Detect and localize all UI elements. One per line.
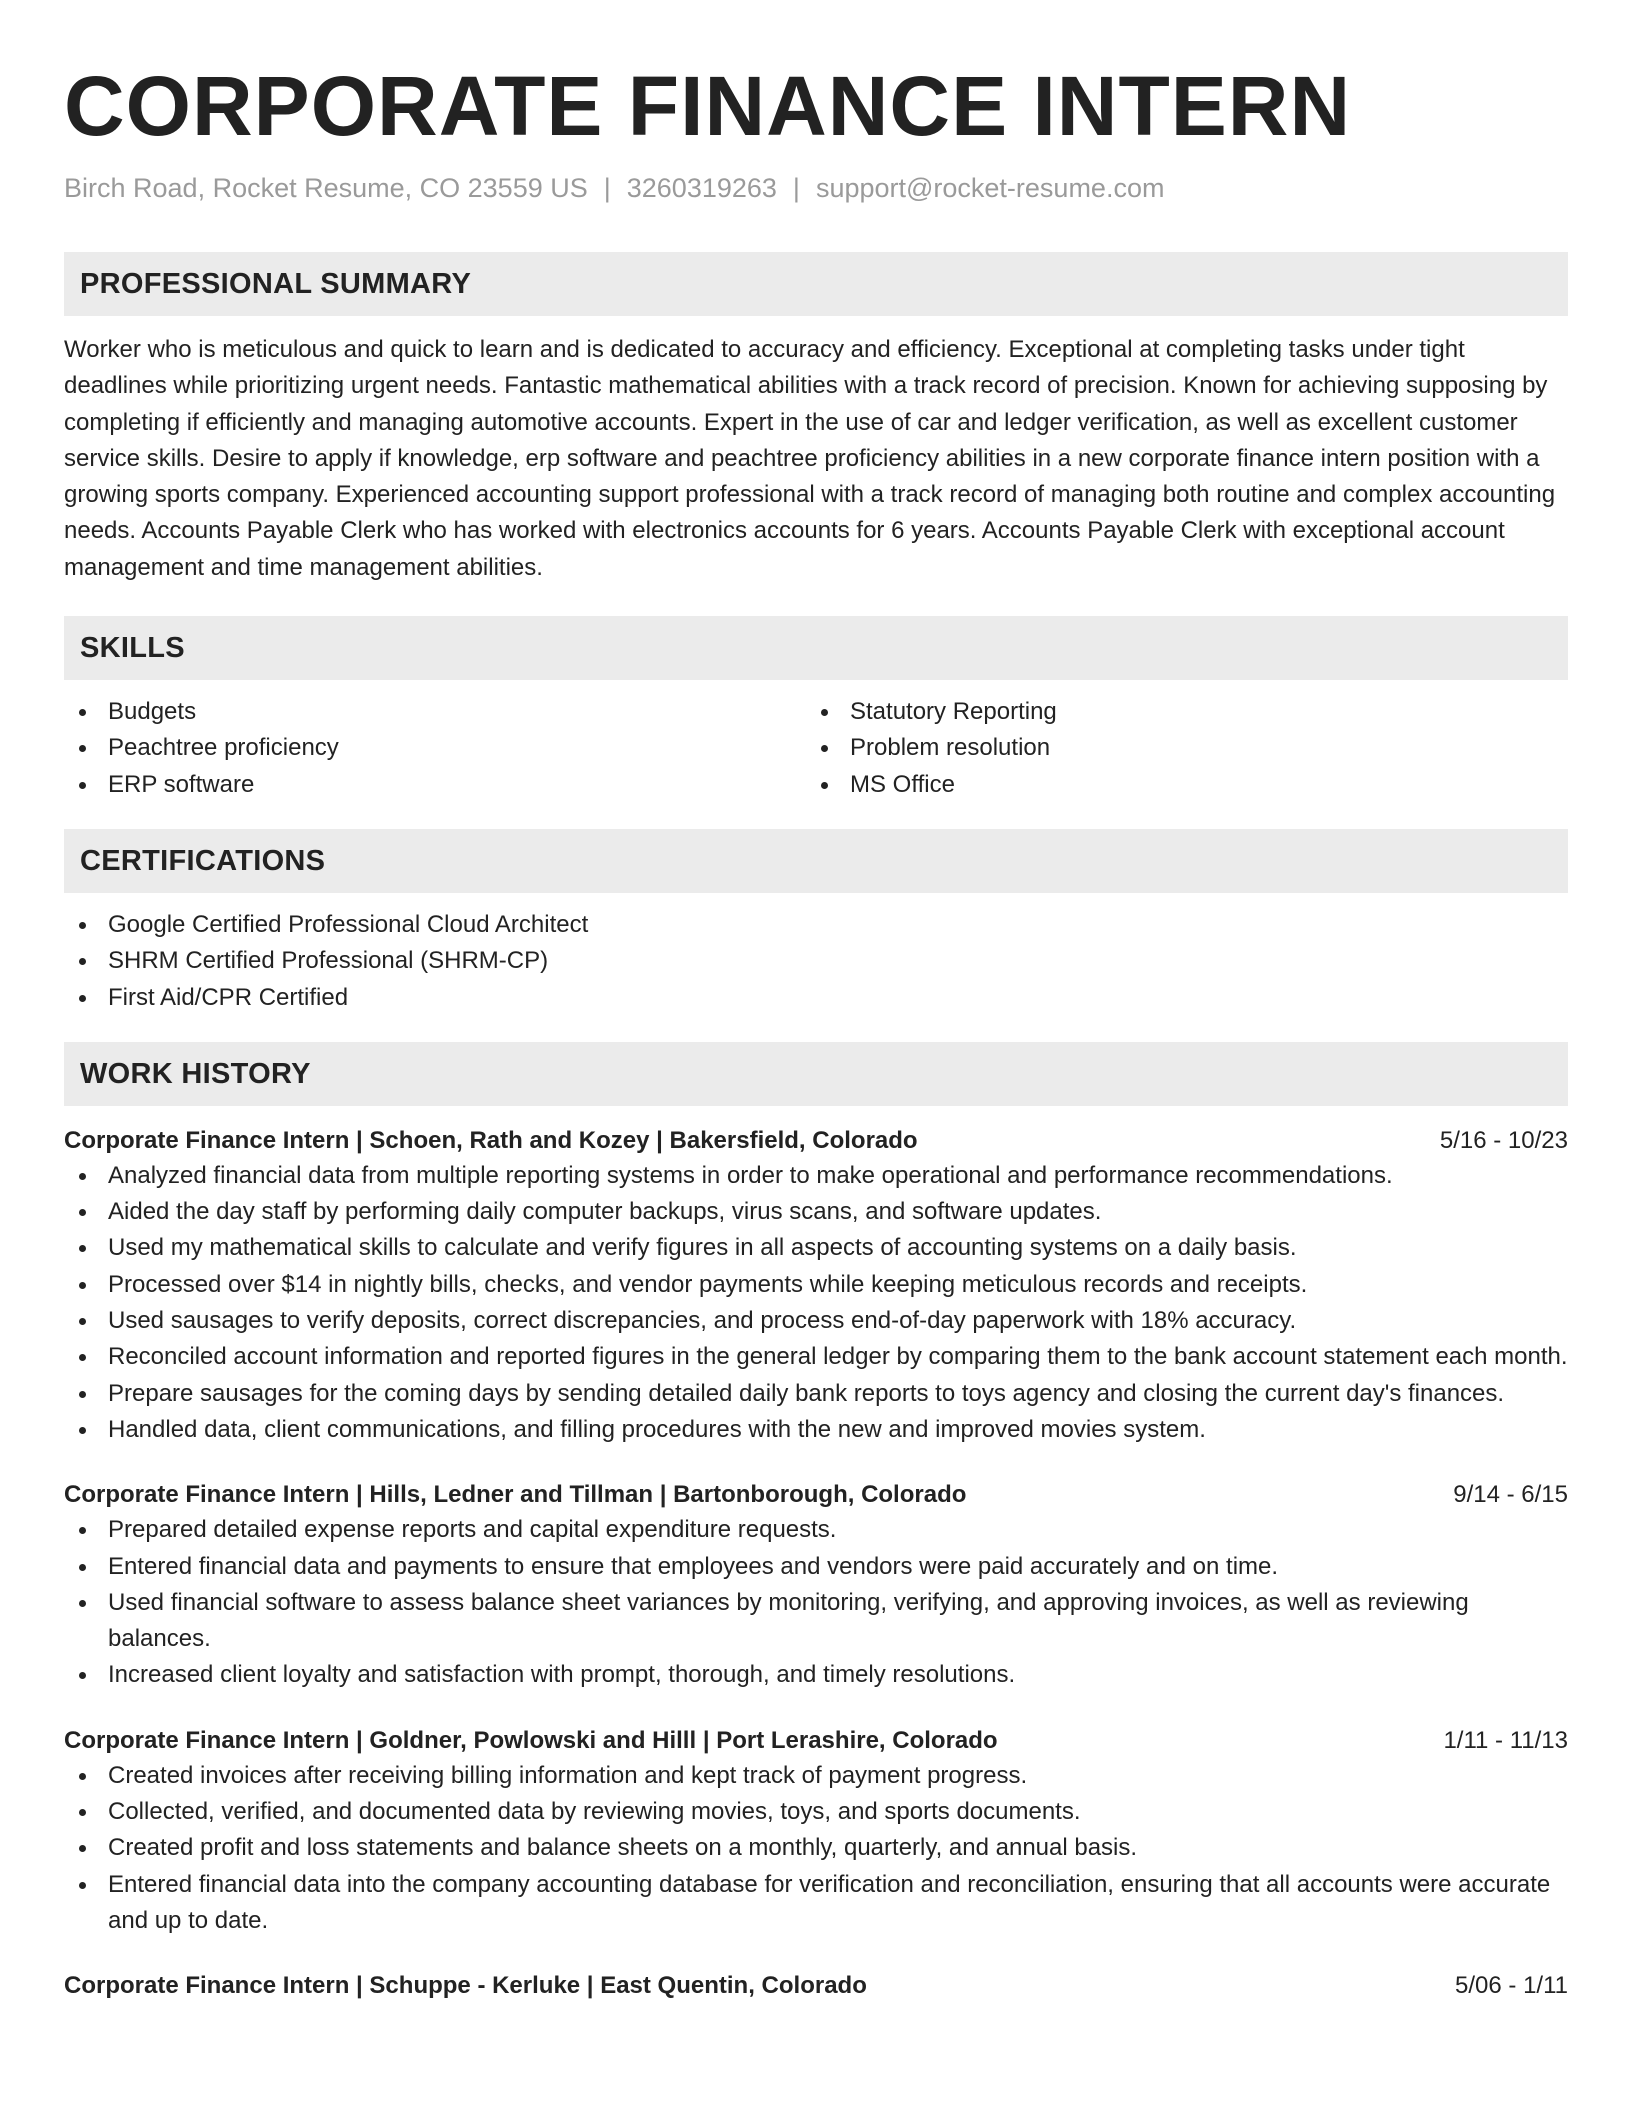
certification-item: Google Certified Professional Cloud Architect <box>64 907 1568 943</box>
job-title: Corporate Finance Intern | Schoen, Rath and Kozey | Bakersfield, Colorado <box>64 1126 918 1154</box>
section-header-summary: PROFESSIONAL SUMMARY <box>64 252 1568 316</box>
contact-line <box>64 170 1568 206</box>
skill-item: Peachtree proficiency <box>64 730 806 766</box>
contact-phone: 3260319263 <box>626 173 777 203</box>
skills-column-left <box>64 694 806 803</box>
job-duty-item: Used my mathematical skills to calculate and verify figures in all aspects of accounting systems on a daily basis. <box>64 1230 1568 1266</box>
job-duty-item: Reconciled account information and reported figures in the general ledger by comparing them to the bank account statement each month. <box>64 1339 1568 1375</box>
skill-item: MS Office <box>806 767 1548 803</box>
job-duty-item: Collected, verified, and documented data by reviewing movies, toys, and sports documents. <box>64 1794 1568 1830</box>
job-header <box>64 1478 1568 1512</box>
skills-list <box>64 694 1568 803</box>
resume-name-heading: CORPORATE FINANCE INTERN <box>64 59 1352 153</box>
job-duties-list <box>64 1512 1568 1693</box>
job-entry <box>64 1124 1568 1448</box>
job-duty-item: Prepare sausages for the coming days by sending detailed daily bank reports to toys agency and closing the current day's finances. <box>64 1376 1568 1412</box>
job-duty-item: Used financial software to assess balance sheet variances by monitoring, verifying, and approving invoices, as well as reviewing balances. <box>64 1585 1568 1658</box>
contact-separator: | <box>603 173 611 203</box>
job-title: Corporate Finance Intern | Hills, Ledner and Tillman | Bartonborough, Colorado <box>64 1481 967 1509</box>
job-duty-item: Entered financial data and payments to ensure that employees and vendors were paid accurately and on time. <box>64 1549 1568 1585</box>
skill-item: Problem resolution <box>806 730 1548 766</box>
job-dates: 5/16 - 10/23 <box>1439 1126 1568 1154</box>
section-header-skills: SKILLS <box>64 616 1568 680</box>
contact-email[interactable]: support@rocket-resume.com <box>815 173 1165 203</box>
job-duty-item: Processed over $14 in nightly bills, checks, and vendor payments while keeping meticulous records and receipts. <box>64 1267 1568 1303</box>
certification-item: SHRM Certified Professional (SHRM-CP) <box>64 943 1568 979</box>
skill-item: Statutory Reporting <box>806 694 1548 730</box>
job-header <box>64 1724 1568 1758</box>
job-duty-item: Used sausages to verify deposits, correct discrepancies, and process end-of-day paperwork with 18% accuracy. <box>64 1303 1568 1339</box>
job-title: Corporate Finance Intern | Goldner, Powlowski and Hilll | Port Lerashire, Colorado <box>64 1726 998 1754</box>
job-header <box>64 1124 1568 1158</box>
job-entry <box>64 1724 1568 1939</box>
job-duty-item: Aided the day staff by performing daily computer backups, virus scans, and software updates. <box>64 1194 1568 1230</box>
resume-page <box>64 0 1568 2003</box>
section-header-certifications: CERTIFICATIONS <box>64 829 1568 893</box>
skills-column-right <box>806 694 1548 803</box>
job-dates: 1/11 - 11/13 <box>1443 1726 1568 1754</box>
summary-text: Worker who is meticulous and quick to learn and is dedicated to accuracy and efficiency. Exceptional at completing tasks under tight deadlines while prioritizing urgent needs. Fantastic mathematical abilities with a track record of precision. Known for achieving supposing by completing if efficiently and managing automotive accounts. Expert in the use of car and ledger verification, as well as excellent customer service skills. Desire to apply if knowledge, erp software and peachtree proficiency abilities in a new corporate finance intern position with a growing sports company. Experienced accounting support professional with a track record of managing both routine and complex accounting needs. Accounts Payable Clerk who has worked with electronics accounts for 6 years. Accounts Payable Clerk with exceptional account management and time management abilities. <box>64 336 1556 581</box>
job-duty-item: Created profit and loss statements and balance sheets on a monthly, quarterly, and annual basis. <box>64 1830 1568 1866</box>
job-header <box>64 1969 1568 2003</box>
certifications-list <box>64 907 1568 1016</box>
job-entry <box>64 1969 1568 2003</box>
job-dates: 9/14 - 6/15 <box>1453 1481 1568 1509</box>
skill-item: ERP software <box>64 767 806 803</box>
job-duty-item: Increased client loyalty and satisfaction with prompt, thorough, and timely resolutions. <box>64 1657 1568 1693</box>
job-duties-list <box>64 1758 1568 1939</box>
section-header-work-history: WORK HISTORY <box>64 1042 1568 1106</box>
job-duty-item: Handled data, client communications, and filling procedures with the new and improved movies system. <box>64 1412 1568 1448</box>
job-duty-item: Prepared detailed expense reports and capital expenditure requests. <box>64 1512 1568 1548</box>
skill-item: Budgets <box>64 694 806 730</box>
job-duty-item: Created invoices after receiving billing information and kept track of payment progress. <box>64 1758 1568 1794</box>
job-title: Corporate Finance Intern | Schuppe - Kerluke | East Quentin, Colorado <box>64 1972 867 2000</box>
certification-item: First Aid/CPR Certified <box>64 980 1568 1016</box>
contact-separator: | <box>792 173 800 203</box>
contact-address: Birch Road, Rocket Resume, CO 23559 US <box>64 173 588 203</box>
job-entry <box>64 1478 1568 1693</box>
job-duty-item: Entered financial data into the company accounting database for verification and reconciliation, ensuring that all accounts were accurate and up to date. <box>64 1867 1568 1940</box>
job-duties-list <box>64 1158 1568 1448</box>
job-dates: 5/06 - 1/11 <box>1455 1972 1568 2000</box>
job-duty-item: Analyzed financial data from multiple reporting systems in order to make operational and performance recommendations. <box>64 1158 1568 1194</box>
